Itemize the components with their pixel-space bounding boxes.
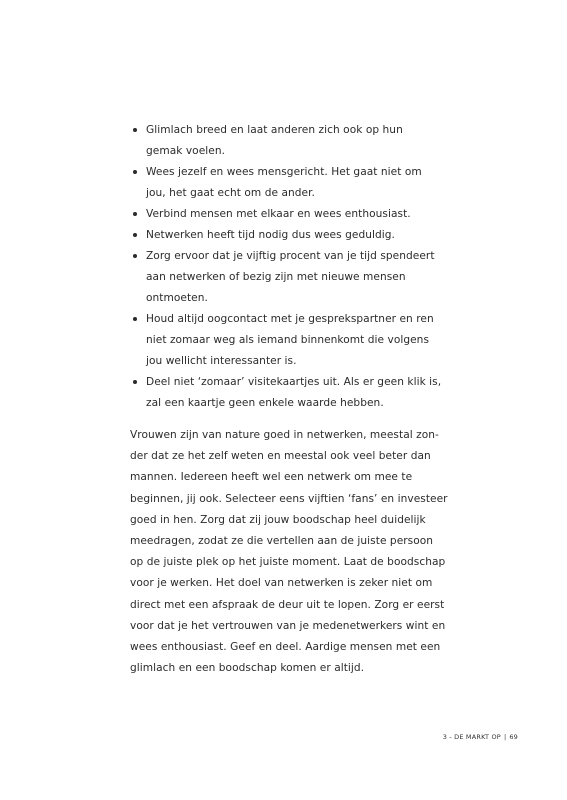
bullet-icon <box>133 380 137 384</box>
list-item <box>130 225 470 246</box>
list-item <box>130 162 470 204</box>
paragraph-line: der dat ze het zelf weten en meestal ook veel beter dan <box>130 450 431 463</box>
paragraph-line: direct met een afspraak de deur uit te lopen. Zorg er eerst <box>130 598 445 611</box>
list-item <box>130 309 470 372</box>
body-paragraph <box>130 425 482 679</box>
page-footer <box>443 733 518 741</box>
paragraph-line: wees enthousiast. Geef en deel. Aardige mensen met een <box>130 641 441 654</box>
paragraph-line: glimlach en een boodschap komen er altijd. <box>130 662 365 675</box>
bullet-line: aan netwerken of bezig zijn met nieuwe mensen <box>146 271 406 283</box>
paragraph-line: op de juiste plek op het juiste moment. Laat de boodschap <box>130 556 446 569</box>
bullet-line: zal een kaartje geen enkele waarde hebben. <box>146 397 384 409</box>
bullet-line: Zorg ervoor dat je vijftig procent van je tijd spendeert <box>146 250 435 262</box>
bullet-icon <box>133 212 137 216</box>
bullet-line: Netwerken heeft tijd nodig dus wees geduldig. <box>146 229 395 241</box>
paragraph-line: Vrouwen zijn van nature goed in netwerken, meestal zon- <box>130 429 439 441</box>
bullet-line: Wees jezelf en wees mensgericht. Het gaat niet om <box>146 166 422 178</box>
page-number: 69 <box>509 733 518 741</box>
paragraph-line: beginnen, jij ook. Selecteer eens vijftien ‘fans’ en investeer <box>130 492 448 505</box>
bullet-list <box>130 120 470 414</box>
paragraph-line: goed in hen. Zorg dat zij jouw boodschap heel duidelijk <box>130 513 426 526</box>
paragraph-line: mannen. Iedereen heeft wel een netwerk om mee te <box>130 471 413 484</box>
footer-separator: | <box>503 733 507 741</box>
bullet-line: ontmoeten. <box>146 292 208 304</box>
paragraph-line: voor dat je het vertrouwen van je medenetwerkers wint en <box>130 619 446 632</box>
bullet-line: jou, het gaat echt om de ander. <box>146 187 315 199</box>
list-item <box>130 204 470 225</box>
bullet-icon <box>133 233 137 237</box>
bullet-line: niet zomaar weg als iemand binnenkomt die volgens <box>146 334 430 346</box>
bullet-icon <box>133 170 137 174</box>
paragraph-line: meedragen, zodat ze die vertellen aan de juiste persoon <box>130 535 434 548</box>
bullet-icon <box>133 317 137 321</box>
bullet-line: Glimlach breed en laat anderen zich ook op hun <box>146 124 403 136</box>
list-item <box>130 246 470 309</box>
bullet-icon <box>133 128 137 132</box>
bullet-line: Verbind mensen met elkaar en wees enthousiast. <box>146 208 411 220</box>
paragraph-line: voor je werken. Het doel van netwerken is zeker niet om <box>130 577 433 590</box>
list-item <box>130 120 470 162</box>
bullet-line: Deel niet ‘zomaar’ visitekaartjes uit. Als er geen klik is, <box>146 376 442 388</box>
bullet-icon <box>133 254 137 258</box>
bullet-line: gemak voelen. <box>146 145 226 157</box>
bullet-line: jou wellicht interessanter is. <box>146 355 297 367</box>
chapter-label: 3 - DE MARKT OP <box>442 733 501 741</box>
bullet-line: Houd altijd oogcontact met je gesprekspartner en ren <box>146 313 434 325</box>
list-item <box>130 372 470 414</box>
